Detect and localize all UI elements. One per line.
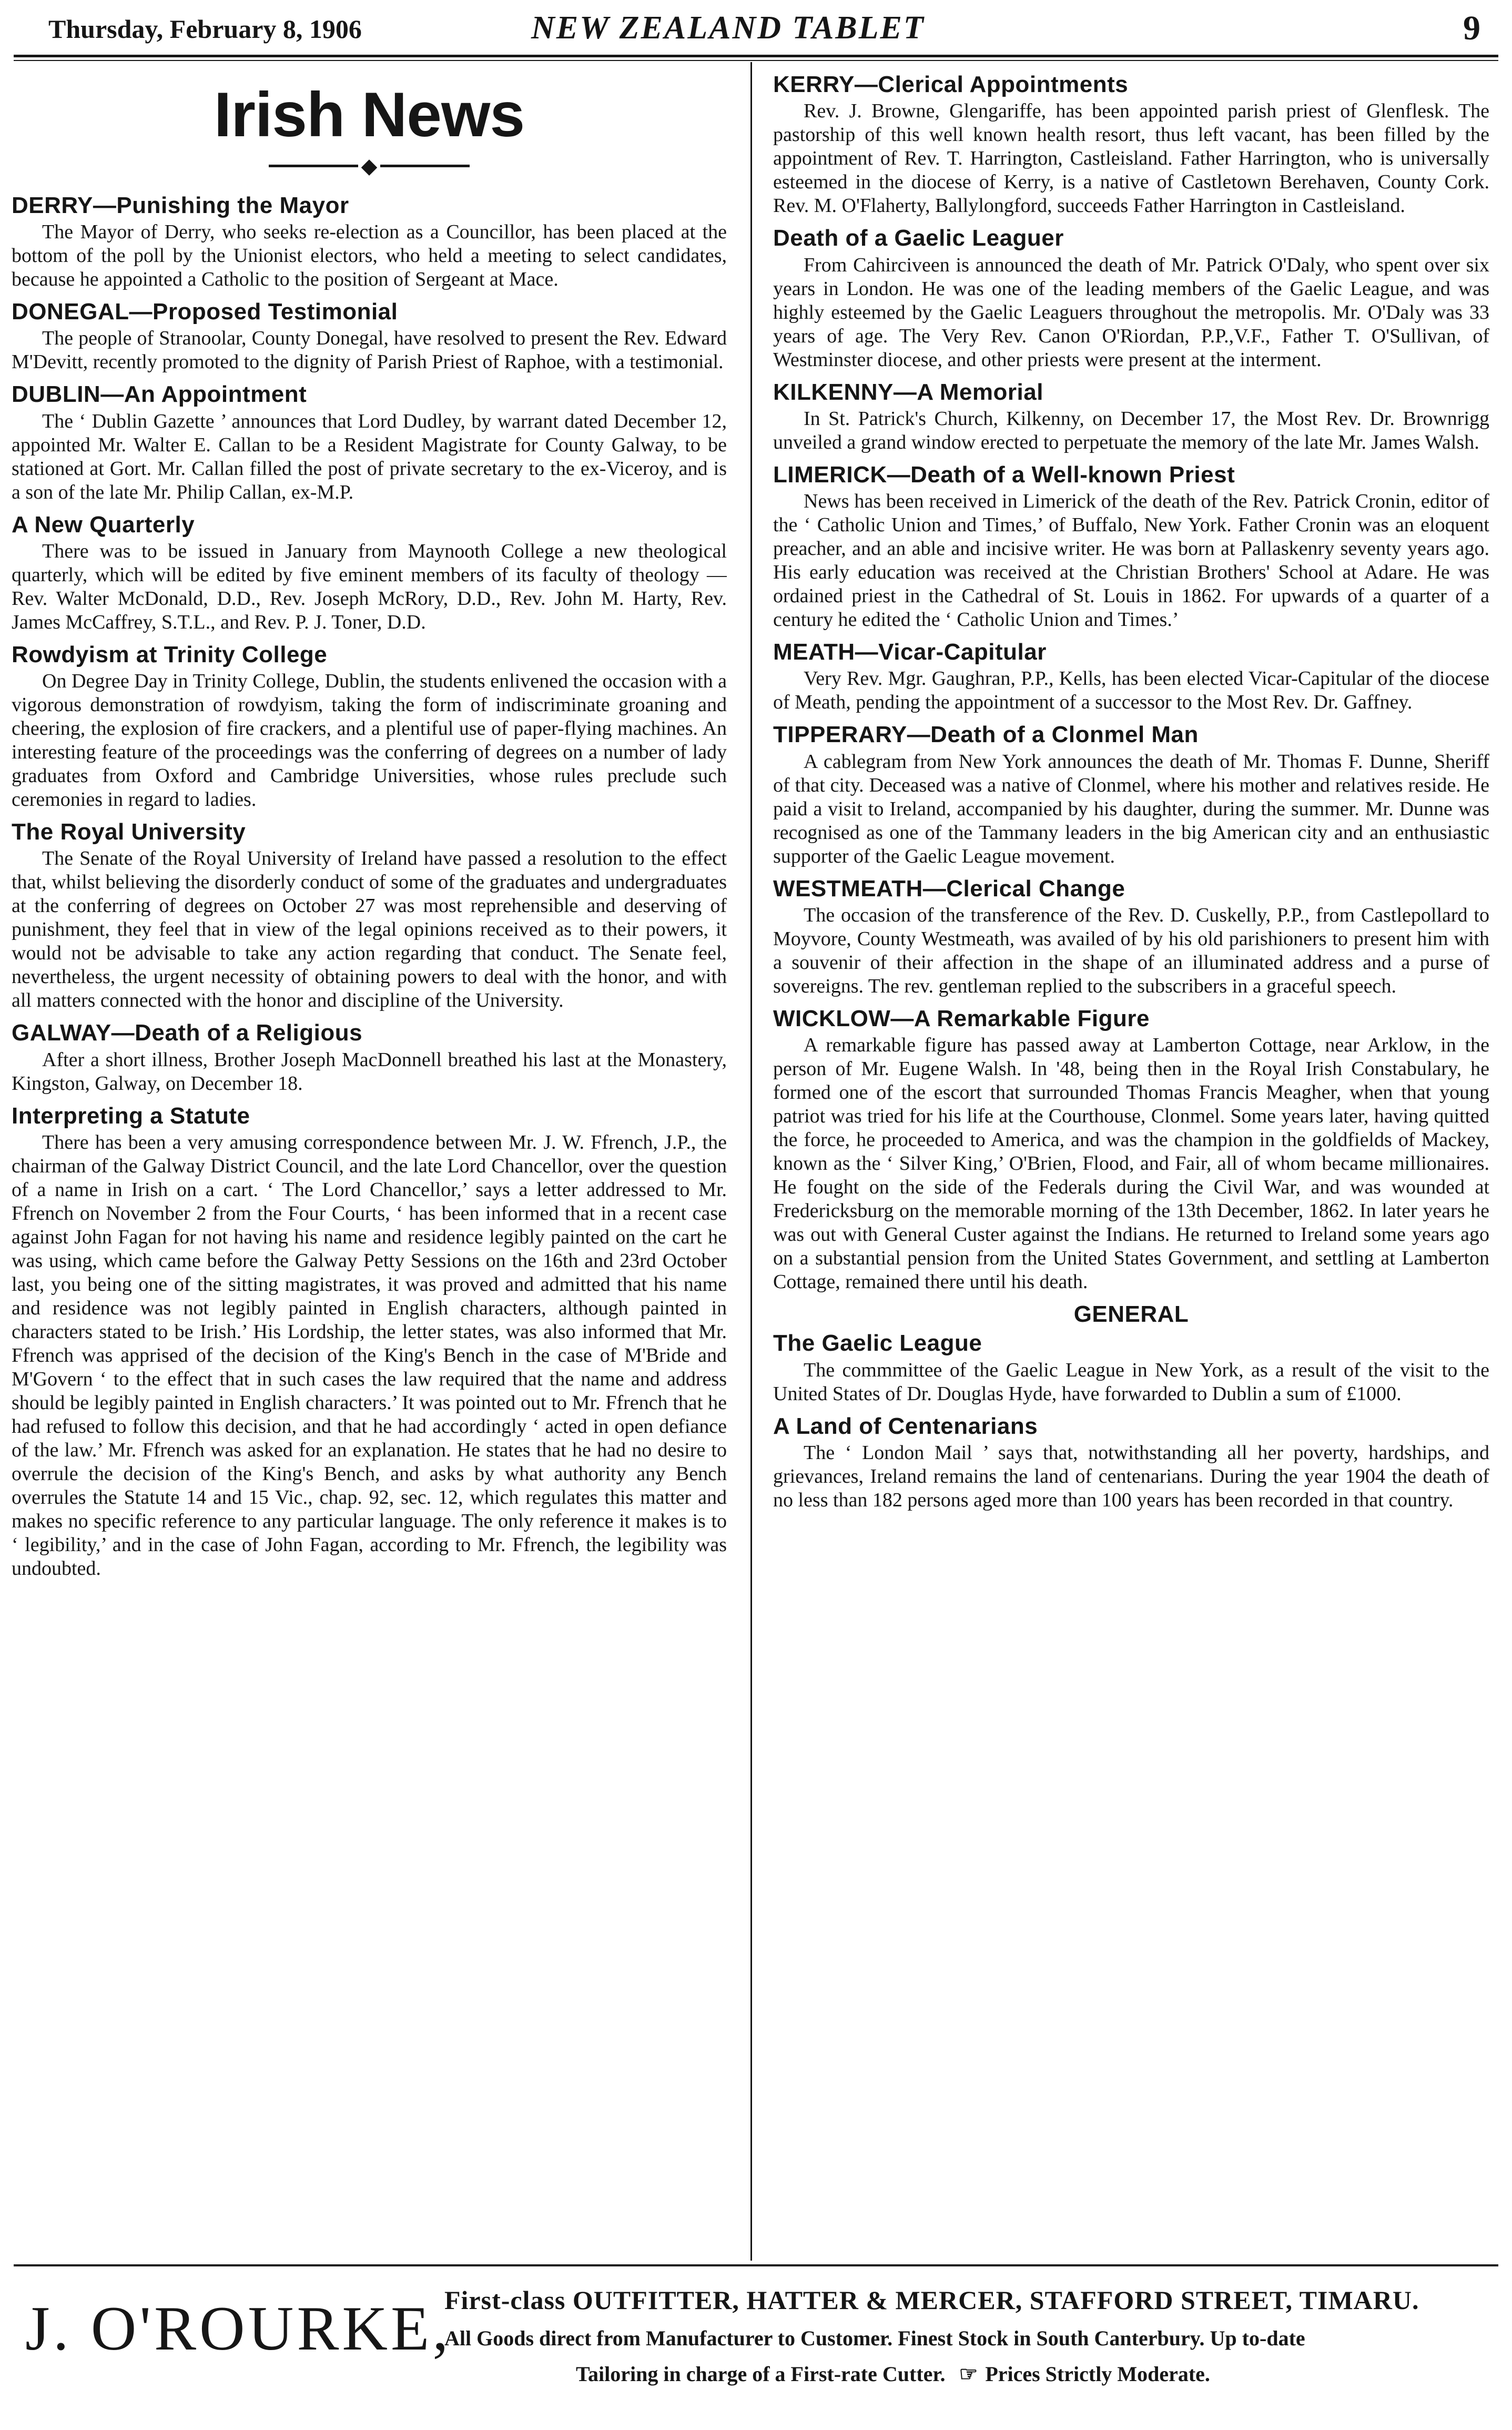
article — [12, 1020, 727, 1095]
article — [773, 1413, 1489, 1512]
article-heading: DUBLIN—An Appointment — [12, 381, 307, 408]
left-column — [12, 68, 727, 2259]
article — [773, 876, 1489, 998]
article-heading: KILKENNY—A Memorial — [773, 379, 1043, 405]
article-paragraph: The Senate of the Royal University of Ireland have passed a resolution to the effect that, whilst believing the disorderly conduct of some of the graduates and undergraduates at the conferring of degrees on October 27 was most reprehensible and deserving of punishment, they feel that in view of the legal opinions received as to their powers, it would not be advisable to take any action regarding that conduct. The Senate feel, nevertheless, the urgent necessity of obtaining powers to deal with the honor, and with all matters connected with the honor and discipline of the University. — [12, 847, 727, 1012]
header-rule-thin — [14, 60, 1498, 61]
article-paragraph: The ‘ London Mail ’ says that, notwithstanding all her poverty, hardships, and grievances, Ireland remains the land of centenarians. During the year 1904 the death of no less than 182 persons aged more than 100 years has been recorded in that country. — [773, 1441, 1489, 1511]
advert-line-3-prices: Prices Strictly Moderate. — [985, 2362, 1210, 2386]
article — [12, 642, 727, 812]
page-number: 9 — [1463, 9, 1480, 47]
article — [773, 379, 1489, 454]
advert-line-2: All Goods direct from Manufacturer to Customer. Finest Stock in South Canterbury. Up to-date — [444, 2326, 1305, 2350]
pointing-hand-icon: ☞ — [959, 2362, 978, 2386]
article — [12, 512, 727, 634]
section-banner: Irish News — [214, 79, 525, 150]
article-paragraph: The Mayor of Derry, who seeks re-election as a Councillor, has been placed at the bottom of the poll by the Unionist electors, who held a meeting to select candidates, because he appointed a Catholic to the position of Sergeant at Mace. — [12, 221, 727, 291]
article — [12, 819, 727, 1012]
advert-line-1: First-class OUTFITTER, HATTER & MERCER, STAFFORD STREET, TIMARU. — [444, 2285, 1419, 2315]
advertisement — [0, 2271, 1512, 2424]
article-paragraph: Very Rev. Mgr. Gaughran, P.P., Kells, has been elected Vicar-Capitular of the diocese of Meath, pending the appointment of a successor to the Most Rev. Dr. Gaffney. — [773, 667, 1489, 714]
article-heading: A New Quarterly — [12, 511, 195, 538]
masthead-title: NEW ZEALAND TABLET — [531, 10, 925, 46]
footer-rule — [14, 2264, 1498, 2266]
article-heading: MEATH—Vicar-Capitular — [773, 639, 1047, 665]
right-column — [773, 68, 1489, 2259]
article — [773, 225, 1489, 371]
article-heading: WICKLOW—A Remarkable Figure — [773, 1005, 1150, 1031]
article-heading: TIPPERARY—Death of a Clonmel Man — [773, 722, 1199, 748]
article-paragraph: The commmittee of the Gaelic League in New York, as a result of the visit to the United States of Dr. Douglas Hyde, have forwarded to Dublin a sum of £1000. — [773, 1359, 1489, 1405]
article-paragraph: The ‘ Dublin Gazette ’ announces that Lord Dudley, by warrant dated December 12, appointed Mr. Walter E. Callan to be a Resident Magistrate for County Galway, to be stationed at Gort. Mr. Callan filled the post of private secretary to the ex-Viceroy, and is a son of the late Mr. Philip Callan, ex-M.P. — [12, 410, 727, 503]
article-paragraph: Rev. J. Browne, Glengariffe, has been appointed parish priest of Glenflesk. The pastorship of this well known health resort, thus left vacant, has been filled by the appointment of Rev. T. Harrington, Castleisland. Father Harrington, who is universally esteemed in the diocese of Kerry, is a native of Castletown Berehaven, County Cork. Rev. M. O'Flaherty, Ballylongford, succeeds Father Harrington in Castleisland. — [773, 100, 1489, 217]
article-paragraph: A cablegram from New York announces the death of Mr. Thomas F. Dunne, Sheriff of that city. Deceased was a native of Clonmel, where his mother and relatives reside. He paid a visit to Ireland, accompanied by his daughter, during the summer. Mr. Dunne was recognised as one of the Tammany leaders in the big American city and an enthusiastic supporter of the Gaelic League movement. — [773, 750, 1489, 867]
article — [773, 1301, 1489, 1327]
diamond-ornament-icon: ◆ — [361, 154, 378, 178]
banner-ornament — [12, 154, 727, 177]
article-heading: GALWAY—Death of a Religious — [12, 1020, 363, 1046]
article — [12, 381, 727, 504]
article-paragraph: In St. Patrick's Church, Kilkenny, on December 17, the Most Rev. Dr. Brownrigg unveiled a grand window erected to perpetuate the memory of the late Mr. James Walsh. — [773, 407, 1489, 453]
article-heading: WESTMEATH—Clerical Change — [773, 875, 1125, 902]
article-paragraph: The occasion of the transference of the Rev. D. Cuskelly, P.P., from Castlepollard to Moyvore, County Westmeath, was availed of by his old parishioners to present him with a souvenir of their affection in the shape of an illuminated address and a purse of sovereigns. The rev. gentleman replied to the subscribers in a graceful speech. — [773, 904, 1489, 997]
article — [773, 1006, 1489, 1294]
article-heading: The Royal University — [12, 819, 246, 845]
article-heading: DERRY—Punishing the Mayor — [12, 192, 349, 218]
right-articles — [773, 72, 1489, 1512]
article-paragraph: There was to be issued in January from Maynooth College a new theological quarterly, which will be edited by five eminent members of its faculty of theology —Rev. Walter McDonald, D.D., Rev. Joseph McRory, D.D., Rev. John M. Harty, Rev. James McCaffrey, S.T.L., and Rev. P. J. Toner, D.D. — [12, 540, 727, 633]
article-paragraph: After a short illness, Brother Joseph MacDonnell breathed his last at the Monastery, Kingston, Galway, on December 18. — [12, 1048, 727, 1095]
column-divider — [750, 62, 752, 2261]
header-date: Thursday, February 8, 1906 — [48, 14, 362, 44]
advert-line-3-text: Tailoring in charge of a First-rate Cutter. — [576, 2362, 946, 2386]
article — [12, 299, 727, 374]
article-paragraph: From Cahirciveen is announced the death of Mr. Patrick O'Daly, who spent over six years in London. He was one of the leading members of the Gaelic League, and was highly esteemed by the Gaelic Leaguers throughout the metropolis. Mr. O'Daly was 33 years of age. The Very Rev. Canon O'Riordan, P.P.,V.F., Father T. O'Sullivan, of Westminster diocese, and other priests were present at the interment. — [773, 254, 1489, 371]
article-heading: GENERAL — [1073, 1301, 1189, 1328]
article — [773, 722, 1489, 868]
advert-brand: J. O'ROURKE, — [25, 2293, 452, 2363]
article-heading: Rowdyism at Trinity College — [12, 641, 328, 667]
article — [773, 639, 1489, 714]
article-heading: The Gaelic League — [773, 1330, 982, 1356]
article-paragraph: There has been a very amusing correspondence between Mr. J. W. Ffrench, J.P., the chairman of the Galway District Council, and the late Lord Chancellor, over the question of a name in Irish on a cart. ‘ The Lord Chancellor,’ says a letter addressed to Mr. Ffrench on November 2 from the Four Courts, ‘ has been informed that in a recent case against John Fagan for not having his name and residence legibly painted on the cart he was using, which came before the Galway Petty Sessions on the 16th and 23rd October last, you being one of the sitting magistrates, it was proved and admitted that his name and residence was not legibly painted in English characters, although painted in characters stated to be Irish.’ His Lordship, the letter states, was also informed that Mr. Ffrench was apprised of the decision of the King's Bench in the case of M'Bride and M'Govern ‘ to the effect that in such cases the law required that the name and address should be legibly painted in English characters.’ It was pointed out to Mr. Ffrench that he had refused to follow this decision, and that he had accordingly ‘ acted in open defiance of the law.’ Mr. Ffrench was asked for an explanation. He states that he had no desire to overrule the decision of the King's Bench, and asks by what authority any Bench overrules the Statute 14 and 15 Vic., chap. 92, sec. 12, which regulates this matter and makes no specific reference to any particular language. The only reference it makes is to ‘ legibility,’ and in the case of John Fagan, according to Mr. Ffrench, the legibility was undoubted. — [12, 1131, 727, 1580]
article-paragraph: The people of Stranoolar, County Donegal, have resolved to present the Rev. Edward M'Devitt, recently promoted to the dignity of Parish Priest of Raphoe, with a testimonial. — [12, 327, 727, 373]
article — [773, 1330, 1489, 1405]
article-heading: LIMERICK—Death of a Well-known Priest — [773, 461, 1235, 488]
article — [12, 1103, 727, 1581]
article-heading: KERRY—Clerical Appointments — [773, 72, 1129, 97]
article — [12, 193, 727, 291]
article-paragraph: On Degree Day in Trinity College, Dublin, the students enlivened the occasion with a vigorous demonstration of rowdyism, taking the form of indiscriminate groaning and cheering, the explosion of fire crackers, and a plentiful use of paper-flying machines. An interesting feature of the proceedings was the conferring of degrees on a number of lady graduates from Oxford and Cambridge Universities, whose rules preclude such ceremonies in regard to ladies. — [12, 670, 727, 811]
article-heading: A Land of Centenarians — [773, 1413, 1038, 1439]
article-paragraph: A remarkable figure has passed away at Lamberton Cottage, near Arklow, in the person of Mr. Eugene Walsh. In '48, being then in the Royal Irish Constabulary, he formed one of the escort that surrounded Thomas Francis Meagher, when that young patriot was tried for his life at the Courthouse, Clonmel. Some years later, having quitted the force, he proceeded to America, and was the champion in the goldfields of Mackey, known as the ‘ Silver King,’ O'Brien, Flood, and Fair, all of whom became millionaires. He fought on the side of the Federals during the Civil War, and was wounded at Fredericksburg on the memorable morning of the 13th December, 1862. In later years he was out with General Custer against the Indians. He returned to Ireland some years ago on a substantial pension from the United States Government, and settling at Lamberton Cottage, remained there until his death. — [773, 1034, 1489, 1293]
advert-line-3 — [576, 2362, 1210, 2386]
article-paragraph: News has been received in Limerick of the death of the Rev. Patrick Cronin, editor of the ‘ Catholic Union and Times,’ of Buffalo, New York. Father Cronin was an eloquent preacher, and an able and incisive writer. He was born at Pallaskenry seventy years ago. His early education was received at the Christian Brothers' School at Adare. He was ordained priest in the Cathedral of St. Louis in 1862. For upwards of a quarter of a century he edited the ‘ Catholic Union and Times.’ — [773, 490, 1489, 631]
article-heading: DONEGAL—Proposed Testimonial — [12, 299, 398, 325]
left-articles — [12, 193, 727, 1581]
article — [773, 72, 1489, 218]
article-heading: Death of a Gaelic Leaguer — [773, 225, 1064, 251]
header-rule — [14, 55, 1498, 57]
article — [773, 462, 1489, 632]
article-heading: Interpreting a Statute — [12, 1102, 250, 1129]
